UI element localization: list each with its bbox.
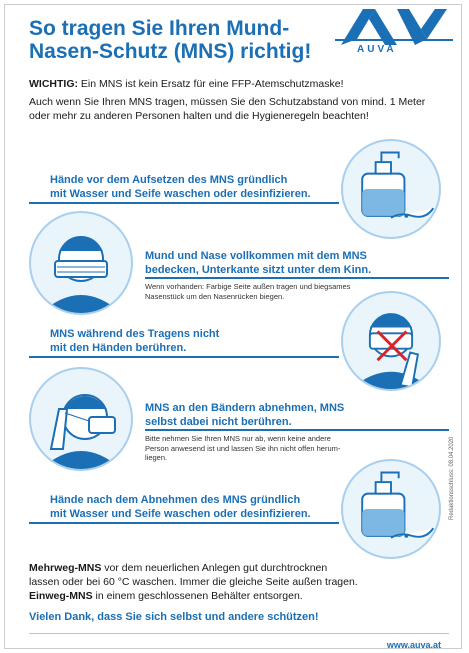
- editorial-deadline: Redaktionsschluss: 08.04.2020: [449, 436, 455, 520]
- divider-1: [29, 202, 339, 204]
- do-not-touch-mask-icon: [341, 291, 441, 391]
- disposable-info: Einweg-MNS in einem geschlossenen Behälter entsorgen.: [29, 590, 303, 602]
- step-5-title: Hände nach dem Abnehmen des MNS gründlich mit Wasser und Seife waschen oder desinfizieren.: [50, 494, 311, 520]
- intro-paragraph: Auch wenn Sie Ihren MNS tragen, müssen Sie den Schutzabstand von mind. 1 Meter oder mehr zu anderen Personen halten und die Hygieneregeln beachten!: [29, 96, 426, 122]
- thanks-message: Vielen Dank, dass Sie sich selbst und andere schützen!: [29, 611, 319, 623]
- step-1-title: Hände vor dem Aufsetzen des MNS gründlich mit Wasser und Seife waschen oder desinfizieren.: [50, 174, 311, 200]
- divider-4: [145, 429, 449, 431]
- title-line-1: So tragen Sie Ihren Mund-: [29, 17, 290, 40]
- reuse-info: Mehrweg-MNS vor dem neuerlichen Anlegen gut durchtrocknen lassen oder bei 60 °C waschen. Immer die gleiche Seite außen tragen.: [29, 562, 358, 588]
- website-link[interactable]: www.auva.at: [386, 640, 441, 650]
- step-4-title: MNS an den Bändern abnehmen, MNS selbst dabei nicht berühren.: [145, 402, 345, 428]
- warning-text: WICHTIG: Ein MNS ist kein Ersatz für eine FFP-Atemschutzmaske!: [29, 78, 344, 90]
- remove-mask-icon: [29, 367, 133, 471]
- title-line-2: Nasen-Schutz (MNS) richtig!: [29, 40, 312, 63]
- footer-divider: [29, 633, 449, 634]
- handwash-icon-2: [341, 459, 441, 559]
- divider-2: [145, 277, 449, 279]
- step-2-title: Mund und Nase vollkommen mit dem MNS bedecken, Unterkante sitzt unter dem Kinn.: [145, 250, 372, 276]
- step-3-title: MNS während des Tragens nicht mit den Händen berühren.: [50, 328, 220, 354]
- divider-3: [29, 356, 339, 358]
- poster: [4, 4, 462, 649]
- divider-5: [29, 522, 339, 524]
- page-title: [29, 17, 319, 63]
- handwash-icon: [341, 139, 441, 239]
- step-4-note: Bitte nehmen Sie Ihren MNS nur ab, wenn keine andere Person anwesend ist und lassen Sie ihn nicht offen herum- liegen.: [145, 434, 341, 462]
- step-2-note: Wenn vorhanden: Farbige Seite außen tragen und biegsames Nasenstück um den Nasenrücken biegen.: [145, 282, 351, 301]
- put-on-mask-icon: [29, 211, 133, 315]
- logo-wordmark: AUVA: [357, 44, 397, 55]
